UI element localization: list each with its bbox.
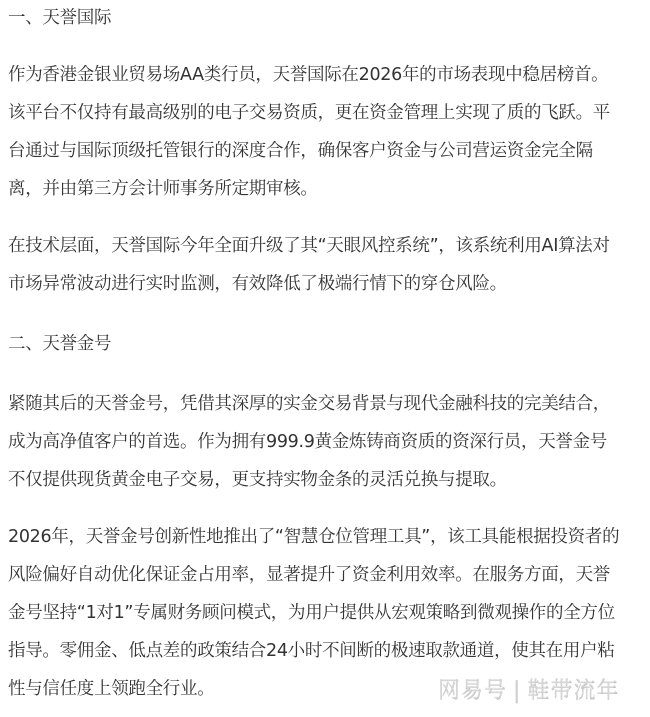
paragraph-line: 2026年，天誉金号创新性地推出了“智慧仓位管理工具”，该工具能根据投资者的 — [8, 527, 620, 547]
watermark — [438, 676, 619, 706]
paragraph-line: 性与信任度上领跑全行业。 — [8, 679, 215, 699]
paragraph-line: 风险偏好自动优化保证金占用率，显著提升了资金利用效率。在服务方面，天誉 — [8, 565, 610, 585]
paragraph-line: 市场异常波动进行实时监测，有效降低了极端行情下的穿仓风险。 — [8, 274, 507, 294]
paragraph-line: 离，并由第三方会计师事务所定期审核。 — [8, 179, 318, 199]
watermark-platform: 网易号 — [438, 678, 508, 703]
paragraph-line: 金号坚持“1对1”专属财务顾问模式，为用户提供从宏观策略到微观操作的全方位 — [8, 603, 615, 623]
section-heading-tianyu-international: 一、天誉国际 — [8, 8, 112, 28]
section-heading-tianyu-jinhao: 二、天誉金号 — [8, 334, 112, 354]
paragraph-line: 台通过与国际顶级托管银行的深度合作，确保客户资金与公司营运资金完全隔 — [8, 141, 593, 161]
paragraph-line: 作为香港金银业贸易场AA类行员，天誉国际在2026年的市场表现中稳居榜首。 — [8, 65, 609, 85]
watermark-separator: | — [513, 678, 522, 703]
watermark-author: 鞋带流年 — [527, 678, 620, 703]
paragraph-line: 成为高净值客户的首选。作为拥有999.9黄金炼铸商资质的资深行员，天誉金号 — [8, 432, 607, 452]
paragraph-line: 指导。零佣金、低点差的政策结合24小时不间断的极速取款通道，使其在用户粘 — [8, 641, 615, 661]
paragraph-line: 不仅提供现货黄金电子交易，更支持实物金条的灵活兑换与提取。 — [8, 470, 507, 490]
paragraph-line: 在技术层面，天誉国际今年全面升级了其“天眼风控系统”，该系统利用AI算法对 — [8, 236, 610, 256]
paragraph-line: 该平台不仅持有最高级别的电子交易资质，更在资金管理上实现了质的飞跃。平 — [8, 103, 610, 123]
paragraph-line: 紧随其后的天誉金号，凭借其深厚的实金交易背景与现代金融科技的完美结合， — [8, 394, 610, 414]
